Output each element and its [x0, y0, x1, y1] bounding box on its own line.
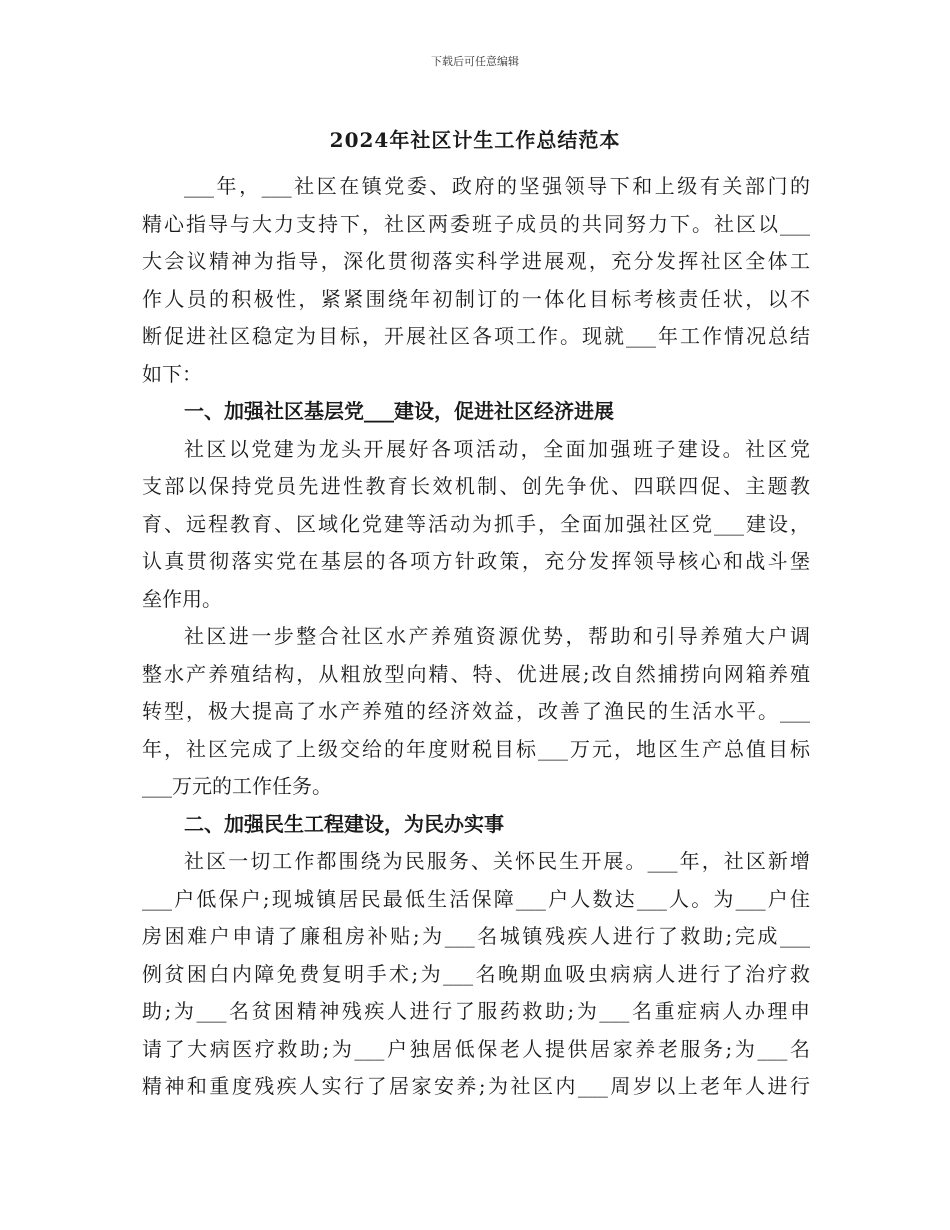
paragraph-line: 认真贯彻落实党在基层的各项方针政策，充分发挥领导核心和战斗堡: [142, 549, 810, 573]
paragraph-line: 断促进社区稳定为目标，开展社区各项工作。现就___年工作情况总结: [142, 324, 810, 348]
paragraph-line: 例贫困白内障免费复明手术;为___名晚期血吸虫病病人进行了治疗救: [142, 961, 810, 986]
paragraph-line: ___户低保户;现城镇居民最低生活保障___户人数达___人。为___户住: [142, 886, 810, 911]
paragraph-line: 房困难户申请了廉租房补贴;为___名城镇残疾人进行了救助;完成___: [142, 924, 810, 948]
paragraph-line: 整水产养殖结构，从粗放型向精、特、优进展;改自然捕捞向网箱养殖: [142, 661, 810, 686]
paragraph-line: 助;为___名贫困精神残疾人进行了服药救助;为___名重症病人办理申: [142, 999, 810, 1023]
paragraph-line: 社区以党建为龙头开展好各项活动，全面加强班子建设。社区党: [184, 436, 810, 461]
paragraph-line: 精神和重度残疾人实行了居家安养;为社区内___周岁以上老年人进行: [142, 1074, 810, 1098]
paragraph-line: 大会议精神为指导，深化贯彻落实科学进展观，充分发挥社区全体工: [142, 249, 810, 273]
paragraph-line: ___万元的工作任务。: [142, 774, 332, 798]
section-heading: 一、加强社区基层党___建设，促进社区经济进展: [184, 399, 614, 423]
paragraph-line: 社区进一步整合社区水产养殖资源优势，帮助和引导养殖大户调: [184, 624, 810, 648]
paragraph-line: 作人员的积极性，紧紧围绕年初制订的一体化目标考核责任状，以不: [142, 286, 810, 311]
paragraph-line: 育、远程教育、区域化党建等活动为抓手，全面加强社区党___建设，: [142, 511, 810, 536]
document-title: 2024年社区计生工作总结范本: [329, 128, 621, 152]
paragraph-line: 社区一切工作都围绕为民服务、关怀民生开展。___年，社区新增: [184, 849, 810, 873]
paragraph-line: 转型，极大提高了水产养殖的经济效益，改善了渔民的生活水平。___: [142, 699, 810, 723]
paragraph-line: 如下：: [142, 361, 202, 386]
paragraph-line: 年，社区完成了上级交给的年度财税目标___万元，地区生产总值目标: [142, 736, 810, 761]
paragraph-line: 精心指导与大力支持下，社区两委班子成员的共同努力下。社区以___: [142, 211, 810, 236]
header-note: 下载后可任意编辑: [431, 55, 519, 68]
document-body: [142, 168, 810, 1106]
paragraph-line: 请了大病医疗救助;为___户独居低保老人提供居家养老服务;为___名: [142, 1036, 810, 1061]
section-heading: 二、加强民生工程建设，为民办实事: [184, 811, 504, 836]
paragraph-line: ___年，___社区在镇党委、政府的坚强领导下和上级有关部门的: [184, 174, 810, 198]
paragraph-line: 垒作用。: [142, 586, 222, 611]
paragraph-line: 支部以保持党员先进性教育长效机制、创先争优、四联四促、主题教: [142, 474, 810, 498]
